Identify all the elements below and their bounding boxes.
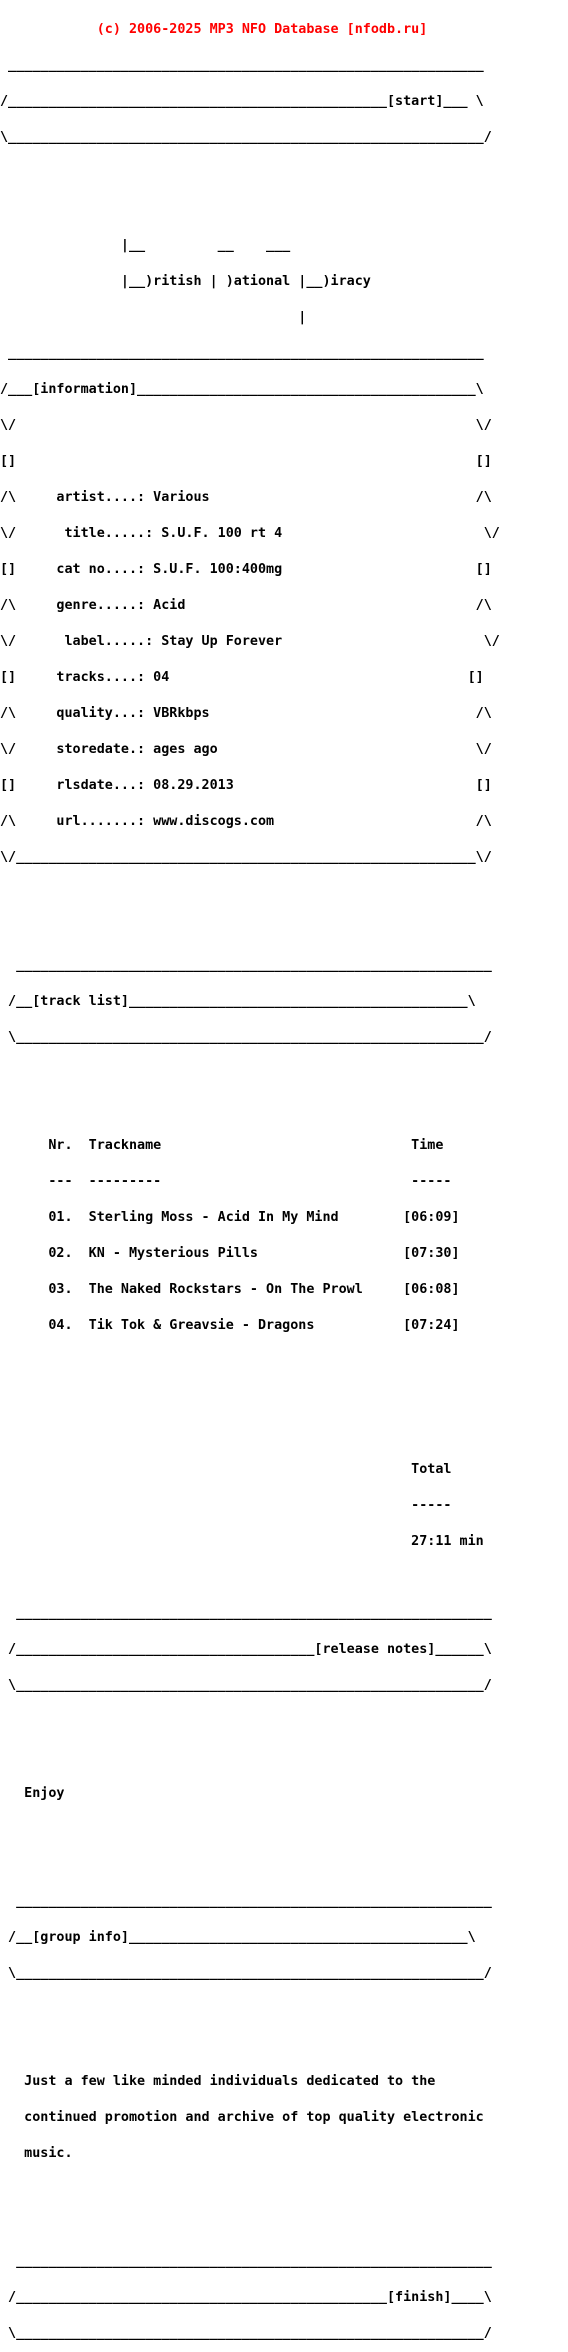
nfo-line: \___________________________________________________________/	[0, 130, 492, 145]
info-quality: /\ quality...: VBRkbps /\	[0, 706, 492, 721]
nfo-line	[0, 1356, 500, 1368]
nfo-line: ___________________________________________________________	[0, 958, 492, 973]
nfo-line	[0, 2184, 500, 2196]
nfo-logo-line: |__)ritish | )ational |__)iracy	[0, 274, 371, 289]
nfo-line-credit: (c) 2006-2025 MP3 NFO Database [nfodb.ru]	[0, 22, 428, 37]
nfo-line: ___________________________________________________________	[0, 1894, 492, 1909]
nfo-line	[0, 1824, 500, 1836]
group-info-text: music.	[0, 2146, 73, 2161]
nfo-line	[0, 888, 500, 900]
nfo-line: ___________________________________________________________	[0, 2254, 492, 2269]
nfo-logo-line: |	[0, 310, 307, 325]
total-value: 27:11 min	[0, 1534, 484, 1549]
track-row: 03. The Naked Rockstars - On The Prowl [06:08]	[0, 1282, 460, 1297]
nfo-line-group-info-banner: /__[group info]__________________________________________\	[0, 1930, 476, 1945]
nfo-line: ___________________________________________________________	[0, 1606, 492, 1621]
nfo-line	[0, 1860, 500, 1872]
info-label: \/ label.....: Stay Up Forever \/	[0, 634, 500, 649]
nfo-line-information-banner: /___[information]__________________________________________\	[0, 382, 484, 397]
nfo-line: \/_________________________________________________________\/	[0, 850, 492, 865]
track-row: 01. Sterling Moss - Acid In My Mind [06:09]	[0, 1210, 460, 1225]
nfo-logo-line: |__ __ ___	[0, 238, 291, 253]
nfo-line	[0, 204, 500, 216]
nfo-line	[0, 1428, 500, 1440]
track-row: 02. KN - Mysterious Pills [07:30]	[0, 1246, 460, 1261]
nfo-line	[0, 1104, 500, 1116]
nfo-line-start-banner: /_______________________________________________[start]___ \	[0, 94, 484, 109]
nfo-line: ___________________________________________________________	[0, 58, 484, 73]
nfo-line: \__________________________________________________________/	[0, 2326, 492, 2341]
info-url: /\ url.......: www.discogs.com /\	[0, 814, 492, 829]
info-artist: /\ artist....: Various /\	[0, 490, 492, 505]
track-list-header-rule: --- --------- -----	[0, 1174, 452, 1189]
nfo-line	[0, 1752, 500, 1764]
group-info-text: continued promotion and archive of top quality electronic	[0, 2110, 484, 2125]
nfo-line: ___________________________________________________________	[0, 346, 484, 361]
nfo-line: \/ \/	[0, 418, 492, 433]
info-rlsdate: [] rlsdate...: 08.29.2013 []	[0, 778, 492, 793]
track-row: 04. Tik Tok & Greavsie - Dragons [07:24]	[0, 1318, 460, 1333]
nfo-line	[0, 2004, 500, 2016]
nfo-line-finish-banner: /______________________________________________[finish]____\	[0, 2290, 492, 2305]
info-storedate: \/ storedate.: ages ago \/	[0, 742, 492, 757]
nfo-line	[0, 1392, 500, 1404]
nfo-line	[0, 2040, 500, 2052]
nfo-line	[0, 924, 500, 936]
nfo-line: \__________________________________________________________/	[0, 1966, 492, 1981]
info-title: \/ title.....: S.U.F. 100 rt 4 \/	[0, 526, 500, 541]
total-rule: -----	[0, 1498, 452, 1513]
nfo-line: \__________________________________________________________/	[0, 1030, 492, 1045]
nfo-line-track-list-banner: /__[track list]__________________________________________\	[0, 994, 476, 1009]
nfo-line	[0, 1716, 500, 1728]
track-list-header: Nr. Trackname Time	[0, 1138, 444, 1153]
group-info-text: Just a few like minded individuals dedicated to the	[0, 2074, 436, 2089]
total-label: Total	[0, 1462, 452, 1477]
release-notes-text: Enjoy	[0, 1786, 65, 1801]
nfo-line	[0, 168, 500, 180]
nfo-line	[0, 2220, 500, 2232]
nfo-line: [] []	[0, 454, 492, 469]
nfo-line: \__________________________________________________________/	[0, 1678, 492, 1693]
nfo-line-release-notes-banner: /_____________________________________[release notes]______\	[0, 1642, 492, 1657]
info-tracks: [] tracks....: 04 []	[0, 670, 484, 685]
info-genre: /\ genre.....: Acid /\	[0, 598, 492, 613]
nfo-line	[0, 1068, 500, 1080]
info-cat-no: [] cat no....: S.U.F. 100:400mg []	[0, 562, 492, 577]
nfo-line	[0, 1572, 500, 1584]
